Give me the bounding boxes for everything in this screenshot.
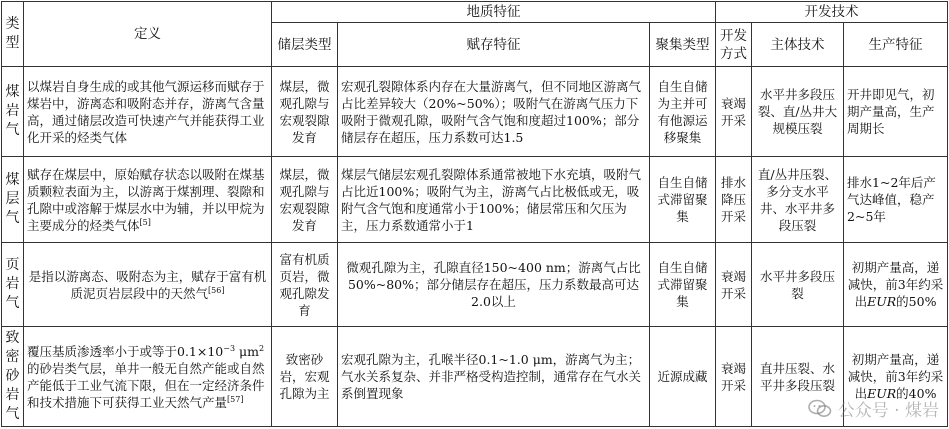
row-prod: 排水1~2年后产气达峰值，稳产2~5年 xyxy=(844,157,948,243)
row-type: 煤层气 xyxy=(2,157,24,243)
row-accumulation: 近源成藏 xyxy=(650,327,716,427)
header-prod-features: 生产特征 xyxy=(844,23,948,67)
table-row xyxy=(2,327,948,427)
row-accumulation: 自生自储式滞留聚集 xyxy=(650,157,716,243)
header-accumulation-type: 聚集类型 xyxy=(650,23,716,67)
citation-ref: [57] xyxy=(227,394,244,404)
row-dev-mode: 衰竭开采 xyxy=(716,67,752,157)
row-definition: 以煤岩自身生成的或其他气源运移而赋存于煤岩中，游离态和吸附态并存，游离气含量高，通过储层改造可快速产气并能获得工业化开采的烃类气体 xyxy=(24,67,272,157)
row-main-tech: 水平井多段压裂、直/丛井大规模压裂 xyxy=(752,67,844,157)
row-accumulation: 自生自储式滞留聚集 xyxy=(650,243,716,327)
row-reservoir: 煤层，微观孔隙与宏观裂隙发育 xyxy=(272,157,338,243)
table-row xyxy=(2,243,948,327)
row-occurrence: 微观孔隙为主，孔隙直径150~400 nm；游离气占比50%~80%；部分储层存在超压，压力系数最高可达2.0以上 xyxy=(338,243,650,327)
header-occurrence: 赋存特征 xyxy=(338,23,650,67)
row-definition: 赋存在煤层中，原始赋存状态以吸附在煤基质颗粒表面为主，以游离于煤割理、裂隙和孔隙中或溶解于煤层水中为辅，并以甲烷为主要成分的烃类气体[5] xyxy=(24,157,272,243)
row-prod: 初期产量高，递减快，前3年约采出EUR的50% xyxy=(844,243,948,327)
comparison-table xyxy=(1,1,948,427)
table-row xyxy=(2,67,948,157)
row-prod: 开井即见气，初期产量高，生产周期长 xyxy=(844,67,948,157)
table-row xyxy=(2,157,948,243)
row-occurrence: 宏观孔裂隙体系内存在大量游离气，但不同地区游离气占比差异较大（20%~50%）；吸附气在游离气压力下吸附于微观孔隙，吸附气含气饱和度超过100%；部分储层存在超压，压力系数可达1.5 xyxy=(338,67,650,157)
row-definition: 覆压基质渗透率小于或等于$0.1\times 10^{-3}$ $\mu m^2$的砂岩类气层，单井一般无自然产能或自然产能低于工业气流下限，但在一定经济条件和技术措施下可获得工业天然气产量[57] xyxy=(24,327,272,427)
row-main-tech: 直井压裂、水平井多段压裂 xyxy=(752,327,844,427)
row-reservoir: 煤层，微观孔隙与宏观裂隙发育 xyxy=(272,67,338,157)
row-main-tech: 水平井多段压裂 xyxy=(752,243,844,327)
header-reservoir-type: 储层类型 xyxy=(272,23,338,67)
header-type: 类型 xyxy=(2,2,24,67)
row-prod: 初期产量高，递减快，前3年约采出EUR的40% xyxy=(844,327,948,427)
row-dev-mode: 衰竭开采 xyxy=(716,243,752,327)
header-dev-mode: 开发方式 xyxy=(716,23,752,67)
row-dev-mode: 衰竭开采 xyxy=(716,327,752,427)
row-type: 致密砂岩气 xyxy=(2,327,24,427)
row-occurrence: 宏观孔隙为主，孔喉半径0.1~1.0 μm，游离气为主；气水关系复杂、并非严格受构造控制，通常存在气水关系倒置现象 xyxy=(338,327,650,427)
row-type: 煤岩气 xyxy=(2,67,24,157)
row-definition: 是指以游离态、吸附态为主，赋存于富有机质泥页岩层段中的天然气[56] xyxy=(24,243,272,327)
header-geology: 地质特征 xyxy=(272,2,716,23)
row-main-tech: 直/丛井压裂、多分支水平井、水平井多段压裂 xyxy=(752,157,844,243)
watermark-text: 公众号 · 煤岩 xyxy=(837,401,939,421)
header-development: 开发技术 xyxy=(716,2,948,23)
row-occurrence: 煤层气储层宏观孔裂隙体系通常被地下水充填，吸附气占比近100%；吸附气为主，游离气占比极低或无，吸附气含气饱和度通常小于100%；储层常压和欠压为主，压力系数通常小于1 xyxy=(338,157,650,243)
row-type: 页岩气 xyxy=(2,243,24,327)
header-definition: 定义 xyxy=(24,2,272,67)
row-accumulation: 自生自储为主并可有他源运移聚集 xyxy=(650,67,716,157)
row-reservoir: 富有机质页岩，微观孔隙发育 xyxy=(272,243,338,327)
header-main-tech: 主体技术 xyxy=(752,23,844,67)
row-reservoir: 致密砂岩，宏观孔隙为主 xyxy=(272,327,338,427)
citation-ref: [5] xyxy=(139,217,151,227)
row-dev-mode: 排水降压开采 xyxy=(716,157,752,243)
citation-ref: [56] xyxy=(208,285,225,295)
